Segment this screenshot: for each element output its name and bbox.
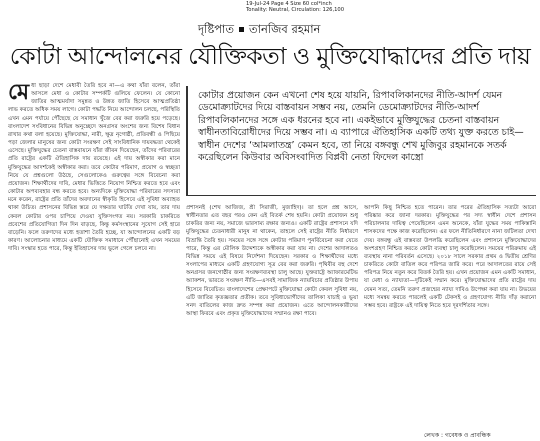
- square-bullet-icon: [239, 27, 244, 32]
- article-headline: কোটা আন্দোলনের যৌক্তিকতা ও মুক্তিযোদ্ধাদের প্রতি দায়: [9, 42, 531, 70]
- drop-cap: মে: [8, 82, 30, 105]
- body-column-2: [186, 204, 358, 438]
- pull-quote: [186, 86, 536, 196]
- author-name: তানজিব রহমান: [249, 22, 321, 36]
- author-footnote: লেখক : গবেষক ও প্রাবন্ধিক: [424, 432, 491, 439]
- clipping-date-page: 19-Jul-24 Page 4 Size 60 col*inch: [246, 1, 332, 7]
- column-kicker: [198, 21, 320, 40]
- clipping-circulation: Tonality: Neutral, Circulation: 126,100: [246, 7, 345, 14]
- body-column-3: [364, 204, 536, 438]
- column-1-text: ধা ছাড়া দেশে মেধাবী তৈরি হবে না—এ কথা যাঁরা বলেন, তাঁরা আসলে মেধা ও কোটার সম্পর্কটি গুলিয়ে ফেলেন। যে কোনো জাতির আত্মমর্যাদা সমুন্নত ও উন্নত জাতি হিসেবে আত্মপ্রতিষ্ঠা লাভ করতে অধিক সময় লাগে। কোটা পদ্ধতি নিয়ে আন্দোলন চলছে, পরিস্থিতি এখন এমন পর্যায়ে পৌঁছেছে যে সমাধান খুঁজে বের করা জরুরি হয়ে পড়েছে। বাংলাদেশ সংবিধানের বিভিন্ন অনুচ্ছেদে অনগ্রসর অংশের জন্য বিশেষ বিধান রাখার কথা বলা হয়েছে। মুক্তিযোদ্ধা, নারী, ক্ষুদ্র নৃগোষ্ঠী, প্রতিবন্ধী ও পিছিয়ে পড়া জেলার মানুষের জন্য কোটা সংরক্ষণ সেই সাংবিধানিক দায়বদ্ধতা থেকেই এসেছে। মুক্তিযুদ্ধের চেতনা বাস্তবায়নে যাঁরা জীবন দিয়েছেন, তাঁদের পরিবারের প্রতি রাষ্ট্রের একটি ঐতিহাসিক দায় রয়েছে। এই দায় অস্বীকার করা মানে মুক্তিযুদ্ধের আদর্শকেই অস্বীকার করা। তবে কোটার পরিমাণ, প্রয়োগ ও স্বচ্ছতা নিয়ে যে প্রশ্নগুলো উঠছে, সেগুলোকেও গুরুত্বের সঙ্গে বিবেচনা করা প্রয়োজন। শিক্ষার্থীদের দাবি, মেধার ভিত্তিতে নিয়োগ নিশ্চিত করতে হবে এবং কোটার অপব্যবহার বন্ধ করতে হবে। অন্যদিকে মুক্তিযোদ্ধা পরিবারের সদস্যরা মনে করেন, রাষ্ট্রের প্রতি তাঁদের অবদানের স্বীকৃতি হিসেবে এই সুবিধা অব্যাহত থাকা উচিত। প্রশাসনের বিভিন্ন স্তরে যে দক্ষতার ঘাটতি দেখা যায়, তার দায় কেবল কোটার ওপর চাপিয়ে দেওয়া যুক্তিসংগত নয়। সরকারি চাকরিতে প্রবেশের প্রতিযোগিতা দিন দিন বাড়ছে, কিন্তু কর্মসংস্থানের সুযোগ সেই হারে বাড়েনি। ফলে তরুণদের মধ্যে হতাশা তৈরি হচ্ছে, যা আন্দোলনের একটি বড় কারণ। আলোচনার মাধ্যমে একটি যৌক্তিক সমাধানে পৌঁছানোই এখন সময়ের দাবি। সংস্কার হতে পারে, কিন্তু ইতিহাসের দায় ভুলে গেলে চলবে না।: [8, 83, 180, 253]
- column-label: দৃষ্টিপাত: [198, 22, 234, 36]
- column-2-text: প্রশাসনই (শেখ আজিজ, শ্রী সিরাজী, মুজাহিদ)। তা হলে প্রশ্ন আসে, স্বাধীনতার এত বছর পরও কেন এই বিতর্ক শেষ হয়নি। কোটা প্রয়োজন শুধু চাকরির জন্য নয়, সমাজে ভারসাম্য রক্ষার জন্যও। একটি রাষ্ট্রের প্রশাসনে যদি মুক্তিযুদ্ধের চেতনাধারী মানুষ না থাকেন, তাহলে সেই রাষ্ট্রের নীতি নির্ধারণে বিভ্রান্তি তৈরি হয়। সময়ের সঙ্গে সঙ্গে কোটার পরিমাণ পুনর্বিবেচনা করা যেতে পারে, কিন্তু এর মৌলিক উদ্দেশ্যকে অস্বীকার করা যায় না। দেশের আদালতও বিভিন্ন সময়ে এই বিষয়ে নির্দেশনা দিয়েছেন। সরকার ও শিক্ষার্থীদের মধ্যে সংলাপের মাধ্যমে একটি গ্রহণযোগ্য সূত্র বের করা জরুরি। পৃথিবীর বহু দেশে অনগ্রসর জনগোষ্ঠীর জন্য সংরক্ষণব্যবস্থা চালু আছে। যুক্তরাষ্ট্রে অ্যাফারমেটিভ অ্যাকশন, ভারতে সংরক্ষণ নীতি—এসবই সামাজিক ন্যায়বিচার প্রতিষ্ঠার উপায় হিসেবে বিবেচিত। বাংলাদেশের প্রেক্ষাপটে মুক্তিযোদ্ধা কোটা কেবল সুবিধা নয়, এটি জাতির কৃতজ্ঞতার প্রতীক। তবে সুবিধাভোগীদের তালিকা যাচাই ও ভুয়া সনদ বাতিলের কাজ দ্রুত সম্পন্ন করা প্রয়োজন। এতে আন্দোলনকারীদের আস্থা ফিরবে এবং প্রকৃত মুক্তিযোদ্ধাদের সম্মানও রক্ষা পাবে।: [186, 205, 358, 318]
- column-3-text: আপনি কিছু নিশ্চিত হতে পারেন। তার পরের ঐতিহাসিক সত্যটা আরো পরিষ্কার করে জানা দরকার। মুক্তিযুদ্ধের পর সদ্য স্বাধীন দেশে প্রশাসন পরিচালনার দায়িত্ব পেয়েছিলেন এমন অনেকে, যাঁরা যুদ্ধের সময় পাকিস্তানি শাসকদের পক্ষে কাজ করেছিলেন। এর ফলে নীতিনির্ধারণে নানা জটিলতা দেখা দেয়। বঙ্গবন্ধু এই বাস্তবতা উপলব্ধি করেছিলেন এবং প্রশাসনে মুক্তিযোদ্ধাদের অংশগ্রহণ নিশ্চিত করতে কোটা ব্যবস্থা চালু করেছিলেন। সময়ের পরিক্রমায় এই ব্যবস্থায় নানা পরিবর্তন এসেছে। ২০১৮ সালে সরকার প্রথম ও দ্বিতীয় শ্রেণির চাকরিতে কোটা বাতিল করে পরিপত্র জারি করে। পরে আদালতের রায়ে সেই পরিপত্র নিয়ে নতুন করে বিতর্ক তৈরি হয়। এখন প্রয়োজন এমন একটি সমাধান, যা মেধা ও ন্যায্যতা—দুটিকেই সম্মান করে। মুক্তিযোদ্ধাদের প্রতি রাষ্ট্রের দায় যেমন সত্য, তেমনি তরুণ প্রজন্মের ন্যায্য দাবিও উপেক্ষা করা যায় না। উভয়ের মধ্যে সমন্বয় করতে পারলেই একটি টেকসই ও গ্রহণযোগ্য নীতি দাঁড় করানো সম্ভব হবে। রাষ্ট্রকে এই দায়িত্ব নিতে হবে দূরদর্শিতার সঙ্গে।: [364, 205, 536, 309]
- pull-quote-text: কোটার প্রয়োজন কেন এখনো শেষ হয়ে যায়নি, রিপাবলিকানদের নীতি-আদর্শ যেমন ডেমোক্র্যাটদের দিয়ে বাস্তবায়ন সম্ভব নয়, তেমনি ডেমোক্র্যাটদের নীতি-আদর্শ রিপাবলিকানদের সঙ্গে এক ধরনের হবে না। একইভাবে মুক্তিযুদ্ধের চেতনা বাস্তবায়ন স্বাধীনতাবিরোধীদের দিয়ে সম্ভব না। এ ব্যাপারে ঐতিহাসিক একটি তথ্য যুক্ত করতে চাই— স্বাধীন দেশের ‘আমলাতন্ত্র’ কেমন হবে, তা নিয়ে বঙ্গবন্ধু শেখ মুজিবুর রহমানকে সতর্ক করেছিলেন কিউবার অবিসংবাদিত বিপ্লবী নেতা ফিদেল কাস্ত্রো: [198, 90, 524, 164]
- clipping-meta: [246, 1, 396, 14]
- body-column-1: [8, 82, 180, 438]
